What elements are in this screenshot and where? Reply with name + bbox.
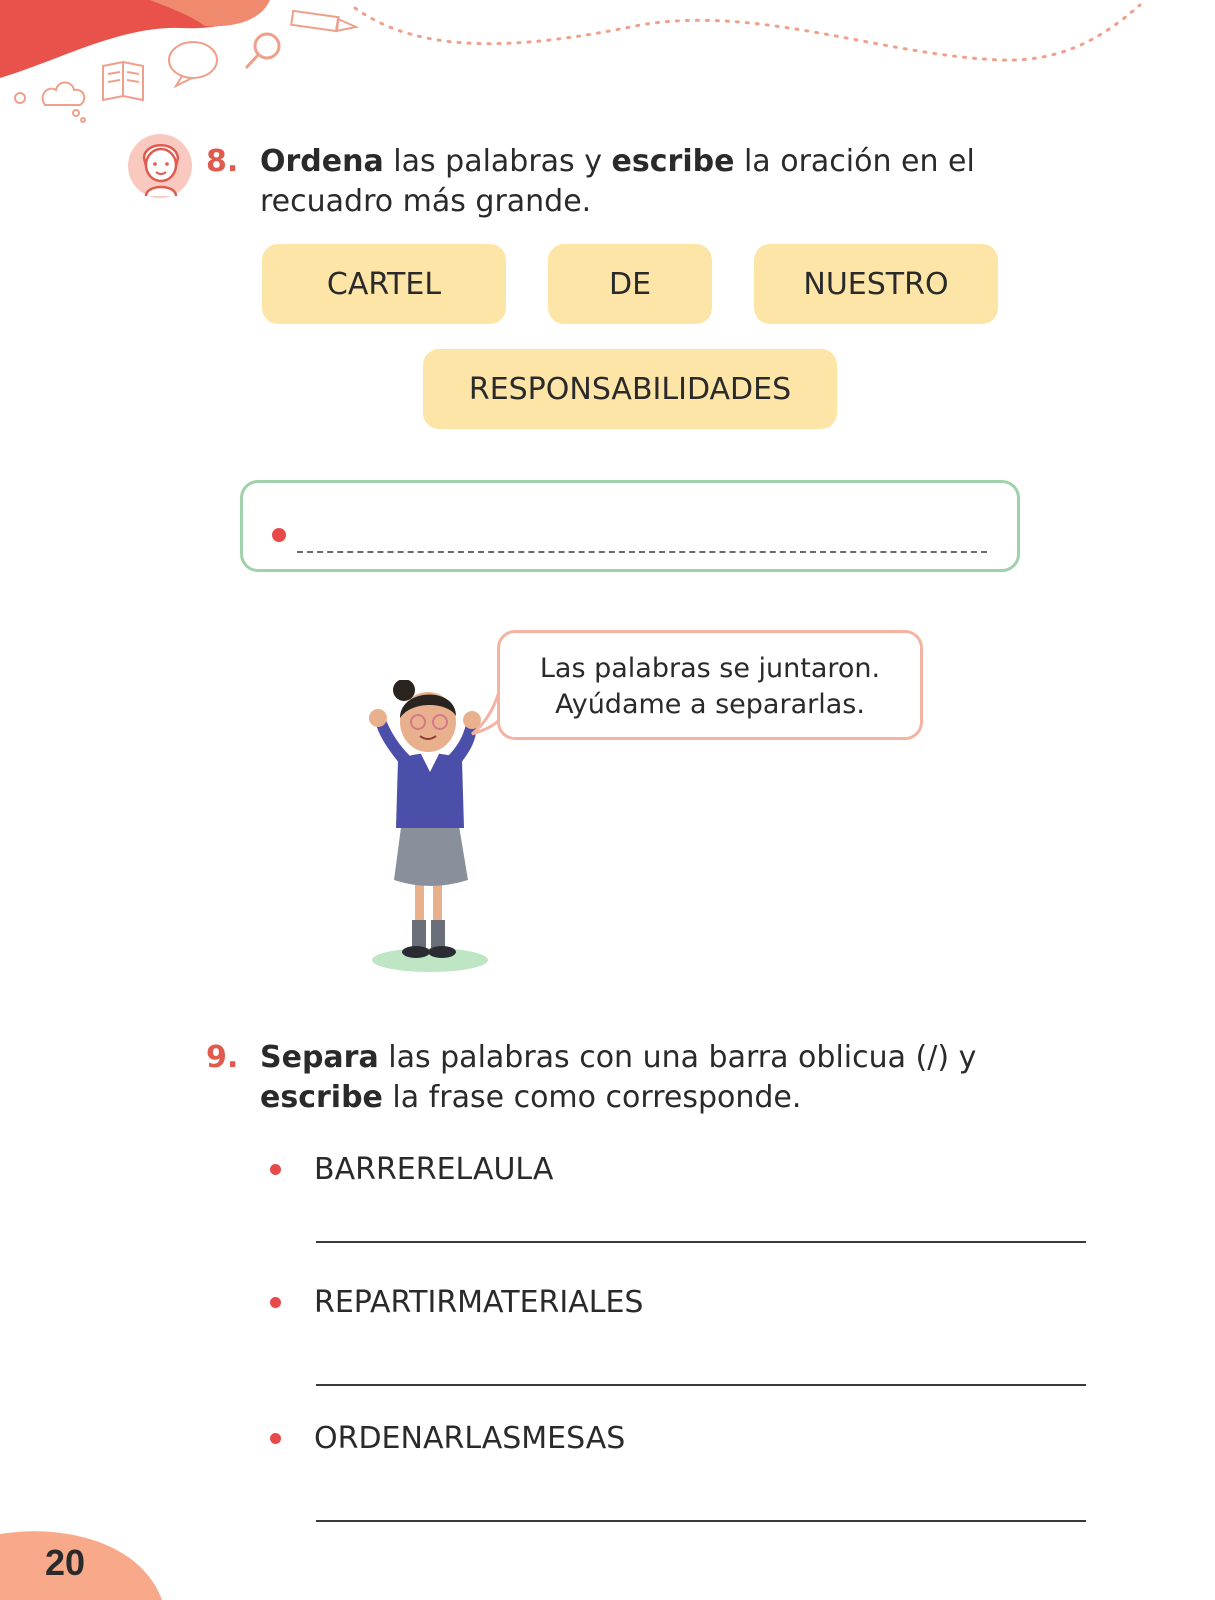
thought-cloud-icon (15, 83, 85, 123)
instruction-text: las palabras con una barra oblicua (/) y (378, 1040, 977, 1075)
bullet-dot (272, 528, 286, 542)
instruction-verb: escribe (611, 144, 735, 179)
instruction-verb: escribe (260, 1080, 383, 1115)
write-line[interactable] (316, 1241, 1086, 1243)
question-number: 8. (206, 144, 239, 179)
joined-phrase: REPARTIRMATERIALES (314, 1285, 644, 1320)
speech-bubble (497, 630, 923, 740)
question-instruction-line2 (260, 1078, 801, 1118)
word-tile[interactable]: DE (548, 244, 712, 324)
book-icon (103, 62, 143, 100)
student-avatar-icon (128, 132, 198, 204)
bubble-line1: Las palabras se juntaron. (539, 653, 881, 684)
question-instruction-line1 (260, 1038, 976, 1078)
magnifier-icon (246, 34, 279, 68)
question-number: 9. (206, 1040, 239, 1075)
write-line[interactable] (316, 1384, 1086, 1386)
answer-line[interactable] (297, 551, 987, 553)
answer-box[interactable] (240, 480, 1020, 572)
word-tile[interactable]: RESPONSABILIDADES (423, 349, 837, 429)
instruction-text: la frase como corresponde. (382, 1080, 802, 1115)
bullet-dot (270, 1297, 281, 1308)
joined-phrase: ORDENARLASMESAS (314, 1421, 626, 1456)
instruction-text: la oración en el (734, 144, 975, 179)
joined-phrase: BARRERELAULA (314, 1152, 554, 1187)
bullet-dot (270, 1433, 281, 1444)
pencil-icon (291, 11, 356, 31)
word-tile[interactable]: NUESTRO (754, 244, 998, 324)
write-line[interactable] (316, 1520, 1086, 1522)
header-decoration (0, 0, 1215, 140)
bubble-line2: Ayúdame a separarlas. (555, 689, 865, 720)
bullet-dot (270, 1164, 281, 1175)
question-instruction-line2: recuadro más grande. (260, 184, 592, 219)
instruction-verb: Separa (260, 1040, 379, 1075)
word-tile[interactable]: CARTEL (262, 244, 506, 324)
question-instruction-line1 (260, 142, 975, 182)
page-number: 20 (45, 1542, 86, 1583)
speech-cloud-icon (169, 42, 217, 86)
instruction-verb: Ordena (260, 144, 384, 179)
instruction-text: las palabras y (383, 144, 612, 179)
